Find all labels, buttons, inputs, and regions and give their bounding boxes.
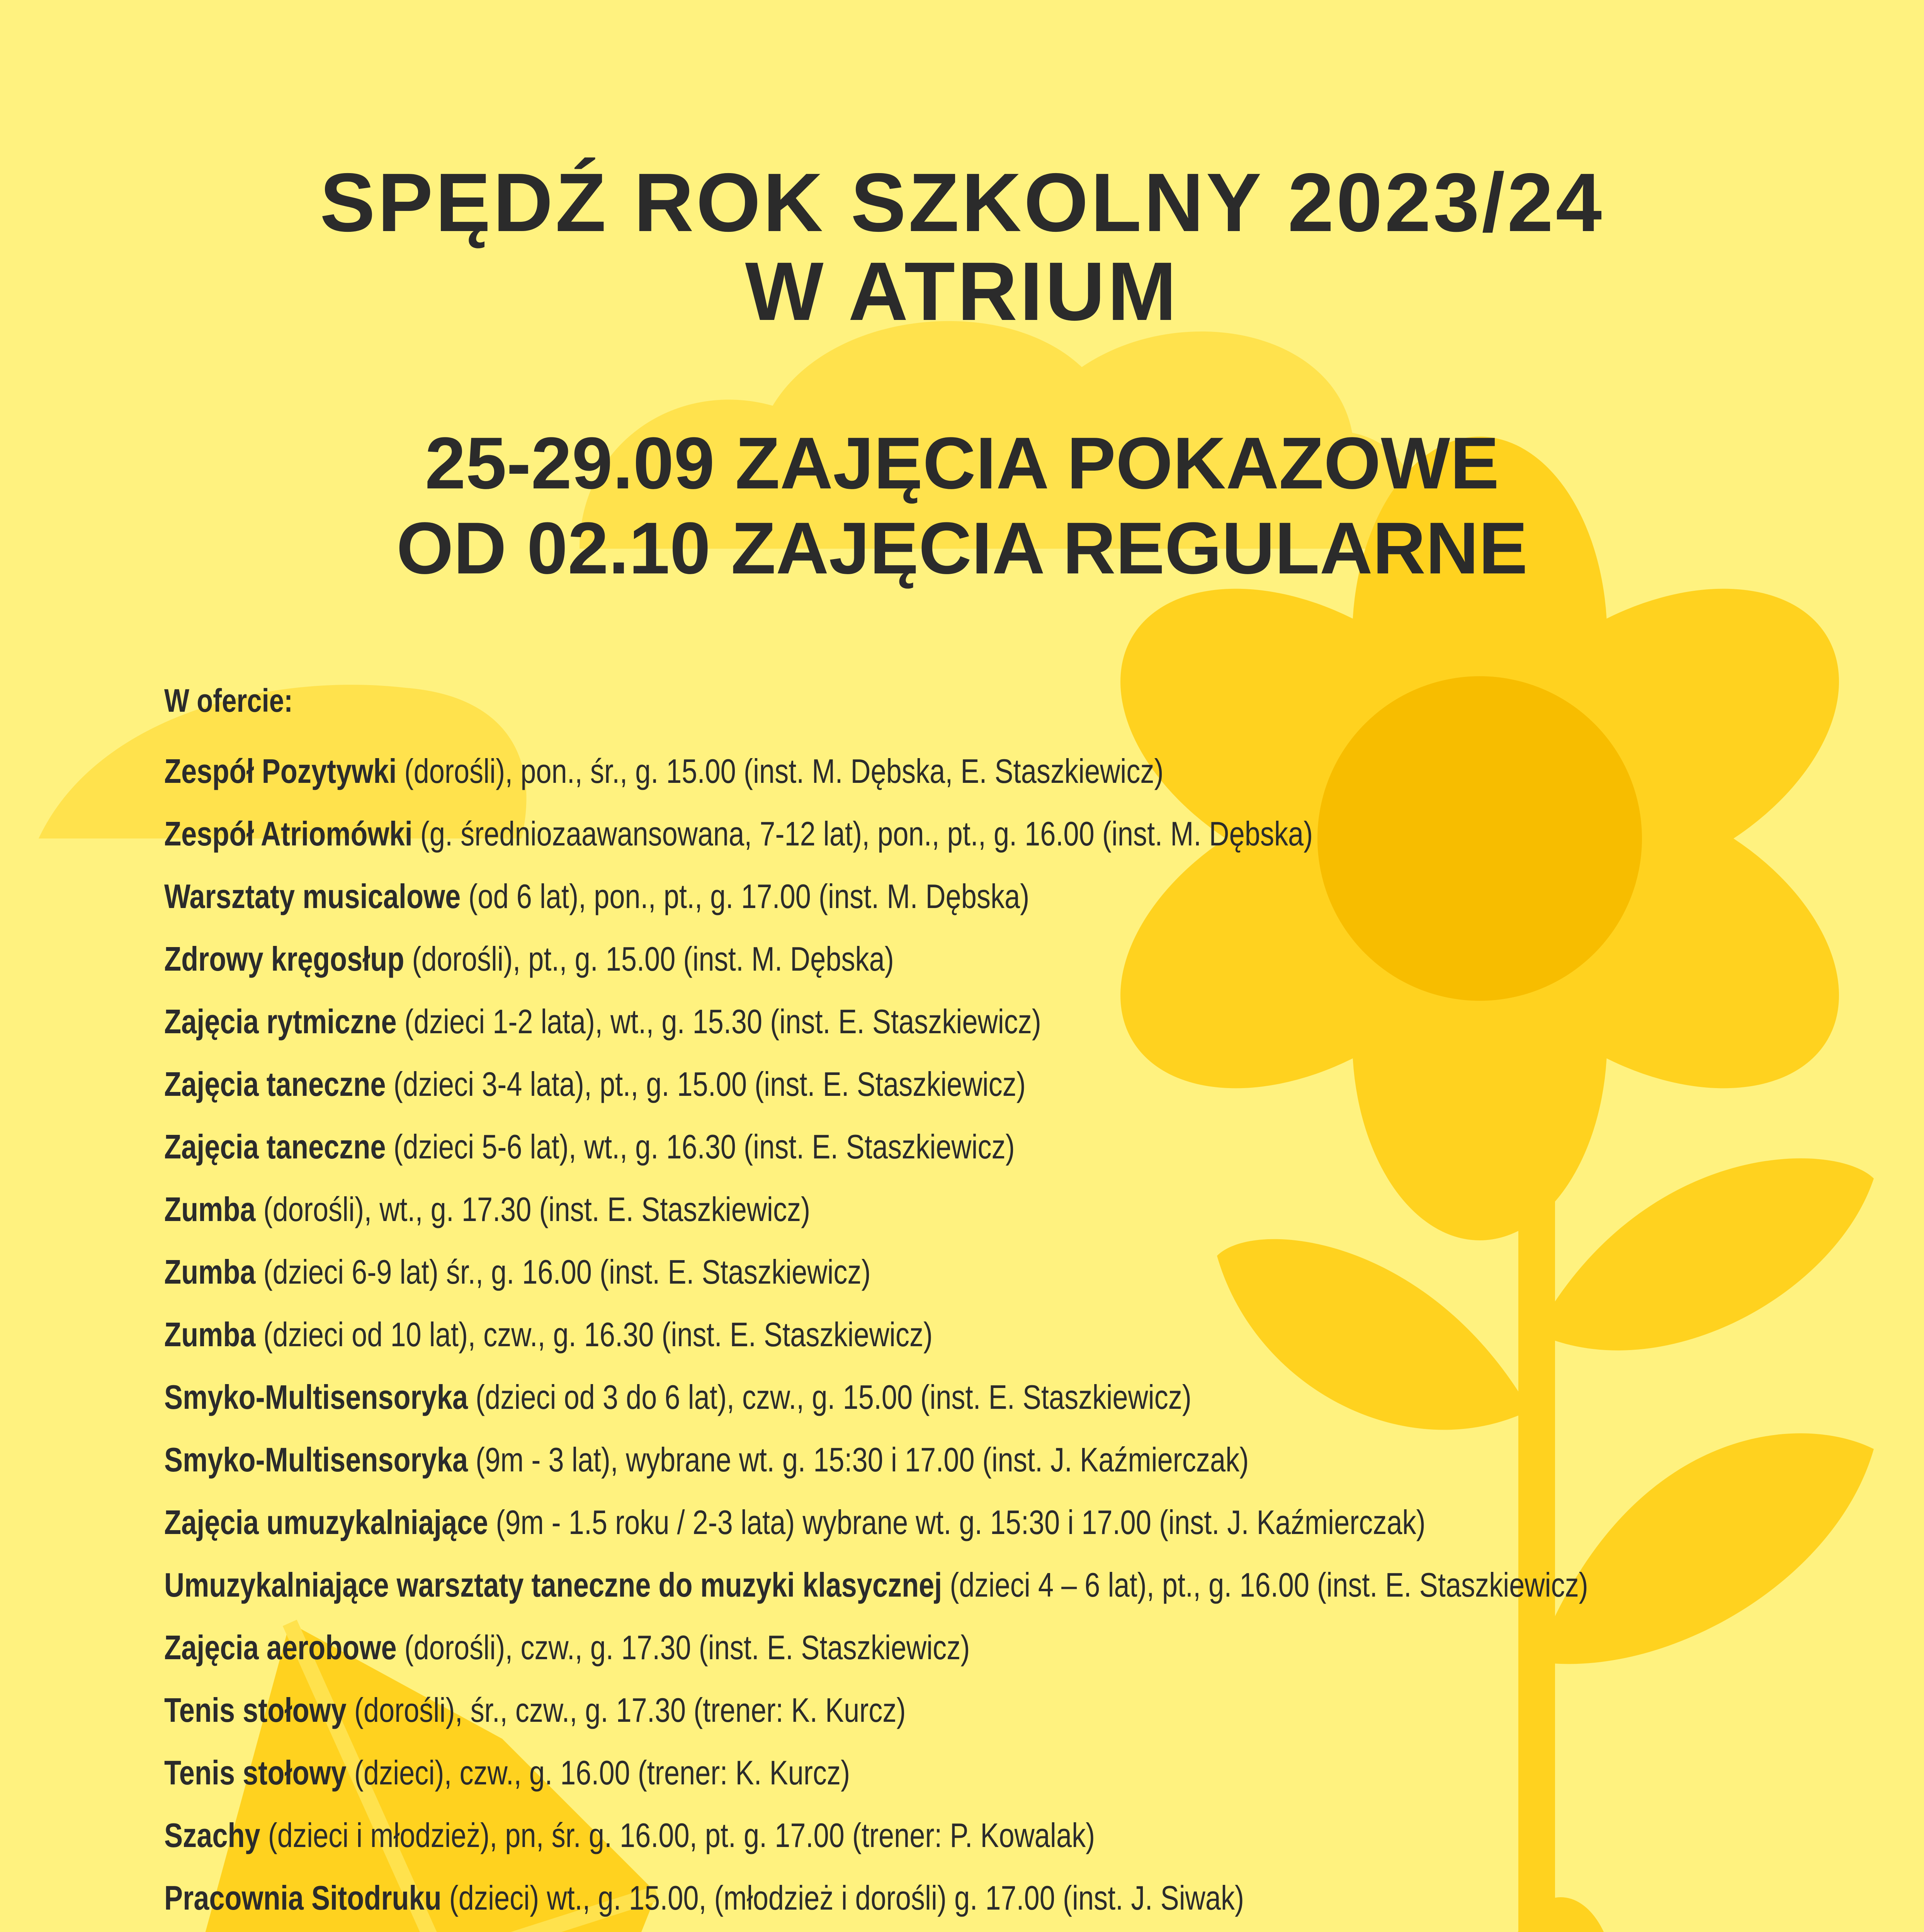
offer-item-details: (dzieci 3-4 lata), pt., g. 15.00 (inst. E. Staszkiewicz) bbox=[386, 1065, 1026, 1103]
offer-item-name: Umuzykalniające warsztaty taneczne do muzyki klasycznej bbox=[164, 1566, 942, 1604]
offer-item bbox=[164, 928, 1588, 990]
offer-item-details: (dzieci 4 – 6 lat), pt., g. 16.00 (inst. E. Staszkiewicz) bbox=[942, 1566, 1588, 1604]
offer-item-name: Pracownia Sitodruku bbox=[164, 1879, 442, 1917]
offer-item bbox=[164, 865, 1588, 928]
offer-item-details: (dorośli), pt., g. 15.00 (inst. M. Dębska) bbox=[404, 940, 894, 978]
page-title-line1: SPĘDŹ ROK SZKOLNY 2023/24 bbox=[320, 156, 1604, 249]
offer-item-details: (dorośli), śr., czw., g. 17.30 (trener: K. Kurcz) bbox=[346, 1691, 906, 1729]
offer-item bbox=[164, 1867, 1588, 1929]
offer-item-name: Smyko-Multisensoryka bbox=[164, 1440, 468, 1479]
offer-item-details: (dzieci) wt., g. 15.00, (młodzież i dorośli) g. 17.00 (inst. J. Siwak) bbox=[441, 1879, 1244, 1917]
offer-item bbox=[164, 1429, 1588, 1491]
offer-item-details: (g. średniozaawansowana, 7-12 lat), pon., pt., g. 16.00 (inst. M. Dębska) bbox=[412, 815, 1313, 853]
offer-item-name: Zespół Atriomówki bbox=[164, 815, 413, 853]
offer-item-name: Smyko-Multisensoryka bbox=[164, 1378, 468, 1416]
offer-item-details: (dzieci 5-6 lat), wt., g. 16.30 (inst. E. Staszkiewicz) bbox=[386, 1128, 1015, 1166]
offer-item bbox=[164, 1241, 1588, 1303]
offer-item-details: (9m - 1.5 roku / 2-3 lata) wybrane wt. g. 15:30 i 17.00 (inst. J. Kaźmierczak) bbox=[488, 1503, 1426, 1541]
offer-item-details: (dzieci 1-2 lata), wt., g. 15.30 (inst. E. Staszkiewicz) bbox=[396, 1002, 1041, 1041]
offer-item bbox=[164, 1616, 1588, 1679]
offer-item-name: Zajęcia aerobowe bbox=[164, 1628, 397, 1667]
offer-item bbox=[164, 1804, 1588, 1867]
offer-item bbox=[164, 1742, 1588, 1804]
offer-item-name: Tenis stołowy bbox=[164, 1691, 347, 1729]
offer-label: W ofercie: bbox=[164, 682, 293, 719]
offer-list bbox=[164, 740, 1901, 1932]
offer-item bbox=[164, 1929, 1588, 1932]
offer-item-name: Zajęcia taneczne bbox=[164, 1128, 386, 1166]
offer-item bbox=[164, 1303, 1588, 1366]
offer-item-details: (9m - 3 lat), wybrane wt. g. 15:30 i 17.00 (inst. J. Kaźmierczak) bbox=[468, 1440, 1249, 1479]
offer-item bbox=[164, 1491, 1588, 1554]
offer-item-name: Zespół Pozytywki bbox=[164, 752, 397, 790]
offer-item bbox=[164, 1053, 1588, 1116]
offer-item-name: Zajęcia taneczne bbox=[164, 1065, 386, 1103]
offer-item-name: Warsztaty musicalowe bbox=[164, 877, 461, 915]
subtitle-line2: OD 02.10 ZAJĘCIA REGULARNE bbox=[396, 507, 1528, 589]
offer-item-details: (od 6 lat), pon., pt., g. 17.00 (inst. M. Dębska) bbox=[461, 877, 1030, 915]
offer-item-details: (dorośli), wt., g. 17.30 (inst. E. Staszkiewicz) bbox=[255, 1190, 811, 1228]
offer-item-details: (dzieci 6-9 lat) śr., g. 16.00 (inst. E. Staszkiewicz) bbox=[255, 1253, 871, 1291]
offer-item-details: (dorośli), pon., śr., g. 15.00 (inst. M. Dębska, E. Staszkiewicz) bbox=[396, 752, 1164, 790]
offer-item-details: (dorośli), czw., g. 17.30 (inst. E. Staszkiewicz) bbox=[396, 1628, 970, 1667]
offer-item-details: (dzieci od 10 lat), czw., g. 16.30 (inst. E. Staszkiewicz) bbox=[255, 1315, 933, 1354]
offer-item-details: (dzieci i młodzież), pn, śr. g. 16.00, pt. g. 17.00 (trener: P. Kowalak) bbox=[260, 1816, 1095, 1854]
offer-item-name: Szachy bbox=[164, 1816, 260, 1854]
offer-item-name: Zumba bbox=[164, 1315, 256, 1354]
offer-item-name: Zumba bbox=[164, 1190, 256, 1228]
offer-item-name: Zumba bbox=[164, 1253, 256, 1291]
offer-item-details: (dzieci), czw., g. 16.00 (trener: K. Kurcz) bbox=[346, 1753, 850, 1792]
offer-item-details: (dzieci od 3 do 6 lat), czw., g. 15.00 (inst. E. Staszkiewicz) bbox=[468, 1378, 1191, 1416]
offer-item-name: Zajęcia umuzykalniające bbox=[164, 1503, 488, 1541]
offer-item bbox=[164, 1116, 1588, 1178]
offer-item bbox=[164, 990, 1588, 1053]
offer-item bbox=[164, 803, 1588, 865]
offer-item bbox=[164, 1366, 1588, 1429]
offer-item-name: Tenis stołowy bbox=[164, 1753, 347, 1792]
offer-item bbox=[164, 740, 1588, 803]
offer-item bbox=[164, 1679, 1588, 1742]
page-title-line2: W ATRIUM bbox=[745, 245, 1179, 338]
subtitle-line1: 25-29.09 ZAJĘCIA POKAZOWE bbox=[425, 422, 1499, 504]
offer-item-name: Zajęcia rytmiczne bbox=[164, 1002, 397, 1041]
offer-item-name: Zdrowy kręgosłup bbox=[164, 940, 405, 978]
offer-item bbox=[164, 1554, 1588, 1616]
offer-item bbox=[164, 1178, 1588, 1241]
